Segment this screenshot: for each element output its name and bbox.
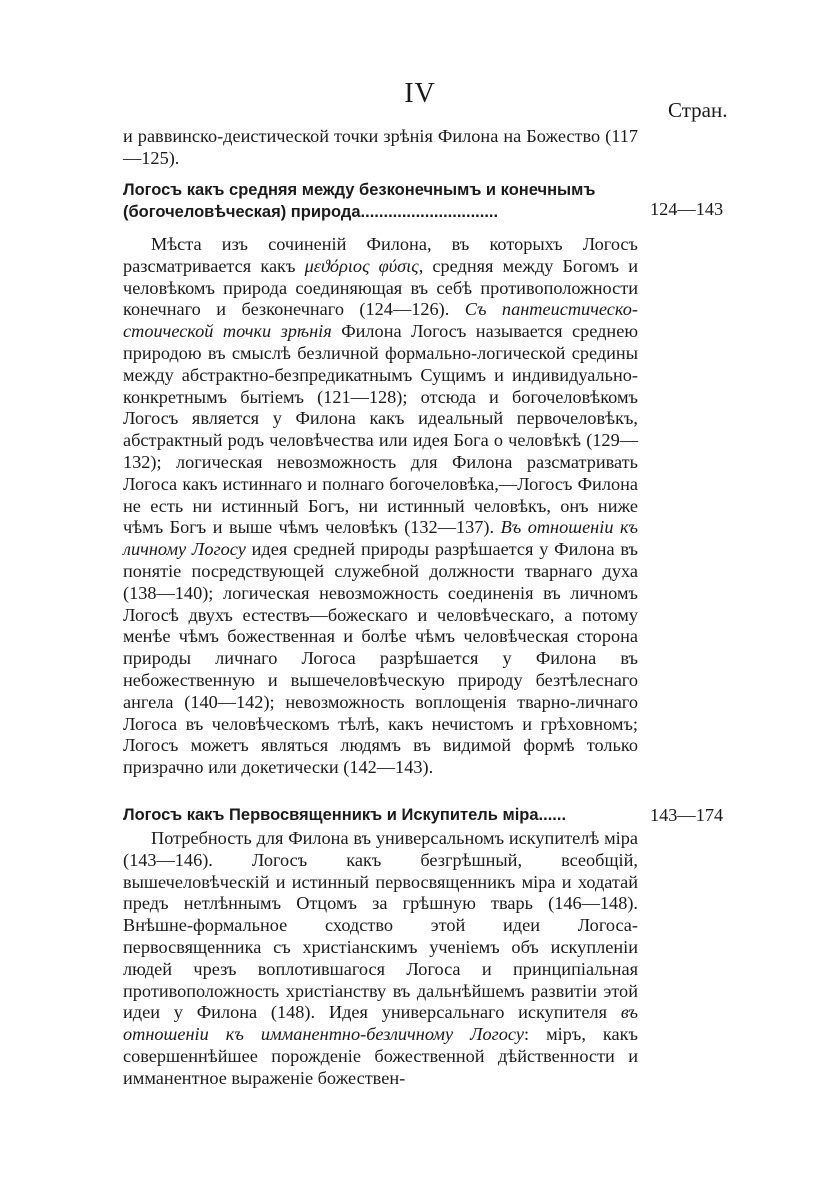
- italic-run: Съ пантеистическо-стоической точки зрѣнія: [123, 299, 638, 342]
- text-run: Мѣста изъ сочиненій Филона, въ которыхъ Логосъ разсматривается какъ: [123, 234, 638, 276]
- section-pages-1: 124—143: [650, 199, 724, 219]
- intro-paragraph: и раввинско-деистической точки зрѣнія Филона на Божество (117—125).: [123, 126, 638, 168]
- section-heading-1: Логосъ какъ средняя между безконечнымъ и конечнымъ (богочеловѣческая) природа..............................: [123, 181, 596, 221]
- section-body-2: [123, 828, 638, 1090]
- page-number: IV: [404, 78, 436, 109]
- italic-run: въ отношеніи къ имманентно-безличному Логосу: [123, 1002, 638, 1045]
- pages-column-label: Стран.: [668, 98, 728, 122]
- italic-run: μεϑόριος φύσις: [304, 255, 419, 276]
- text-run: идея средней природы разрѣшается у Филона въ понятіе посредствующей служебной должности тварнаго духа (138—140); логическая невозможность соединенія въ личномъ Логосѣ двухъ естествъ—божескаго и человѣческаго, а потому менѣе чѣмъ божественная и болѣе чѣмъ человѣческая сторона природы личнаго Логоса разрѣшается у Филона въ небожественную и вышечеловѣческую природу безтѣлеснаго ангела (140—142); невозможность воплощенія тварно-личнаго Логоса въ человѣческомъ тѣлѣ, какъ нечистомъ и грѣховномъ; Логосъ можетъ являться людямъ въ видимой формѣ только призрачно или докетически (142—143).: [123, 539, 638, 778]
- section-body-1: [123, 234, 638, 779]
- text-run: , средняя между Богомъ и человѣкомъ природа соединяющая въ себѣ противоположности конечнаго и безконечнаго (124—126).: [123, 255, 639, 320]
- section-heading-2: Логосъ какъ Первосвященникъ и Искупитель міра......: [123, 806, 567, 824]
- text-run: Филона Логосъ называется среднею природою въ смыслѣ безличной формально-логической средины между абстрактно-безпредикатнымъ Сущимъ и индивидуально-конкретнымъ бытіемъ (121—128); отсюда и богочеловѣкомъ Логосъ является у Филона какъ идеальный первочеловѣкъ, абстрактный родъ человѣчества или идея Бога о человѣкѣ (129—132); логическая невозможность для Филона разсматривать Логоса какъ истиннаго и полнаго богочеловѣка,—Логосъ Филона не есть ни истинный Богъ, ни истинный человѣкъ, онъ ниже чѣмъ Богъ и выше чѣмъ человѣкъ (132—137).: [123, 321, 638, 538]
- italic-run: Въ отношеніи къ личному Логосу: [123, 517, 639, 560]
- section-pages-2: 143—174: [650, 805, 724, 825]
- text-run: Потребность для Филона въ универсальномъ искупителѣ міра (143—146). Логосъ какъ безгрѣшный, всеобщій, вышечеловѣческій и истинный первосвященникъ міра и ходатай предъ нетлѣннымъ Отцомъ за грѣшную тварь (146—148). Внѣшне-формальное сходство этой идеи Логоса-первосвященника съ христіанскимъ ученіемъ объ искупленіи людей чрезъ воплотившагося Логоса и принципіальная противоположность христіанству въ дальнѣйшемъ развитіи этой идеи у Филона (148). Идея универсальнаго искупителя: [123, 828, 638, 1023]
- text-run: : міръ, какъ совершеннѣйшее порожденіе божественной дѣйственности и имманентное выраженіе божествен-: [123, 1024, 638, 1088]
